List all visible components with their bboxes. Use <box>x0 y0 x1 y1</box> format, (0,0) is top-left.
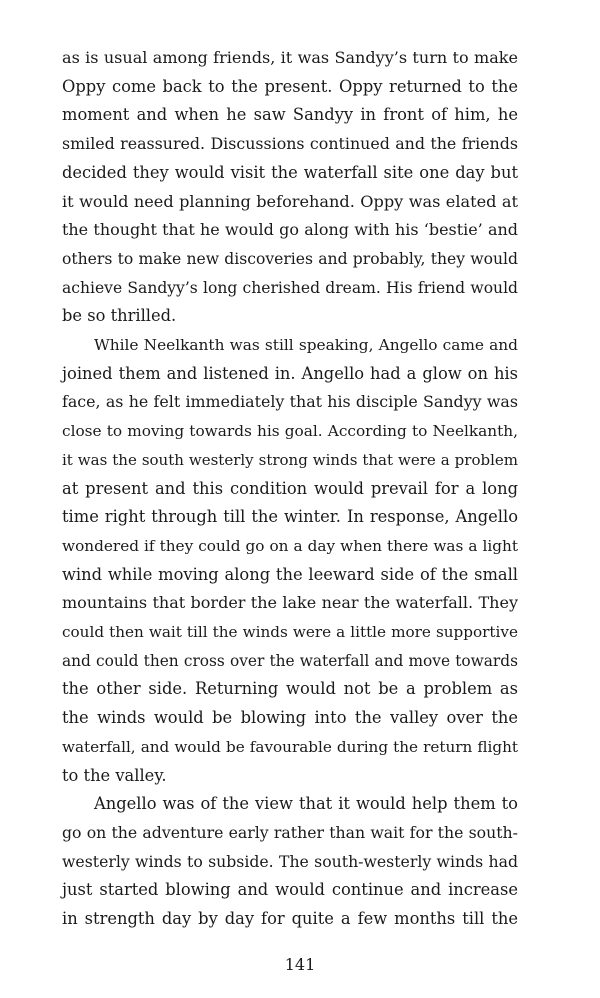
paragraph-3-line-4: just started blowing and would continue and increase <box>62 880 518 900</box>
paragraph-1-line-1: as is usual among friends, it was Sandyy’s turn to make <box>62 48 518 67</box>
paragraph-3-line-1: Angello was of the view that it would help them to <box>94 794 518 814</box>
paragraph-1-line-3: moment and when he saw Sandyy in front of him, he <box>62 105 518 125</box>
paragraph-2-line-7: time right through till the winter. In response, Angello <box>62 507 518 527</box>
paragraph-1-line-8: others to make new discoveries and probably, they would <box>62 249 518 268</box>
paragraph-2-line-5: it was the south westerly strong winds that were a problem <box>62 450 518 469</box>
paragraph-1-line-5: decided they would visit the waterfall site one day but <box>62 162 518 182</box>
paragraph-3-line-3: westerly winds to subside. The south-westerly winds had <box>62 851 518 871</box>
paragraph-2-line-8: wondered if they could go on a day when there was a light <box>62 536 518 555</box>
paragraph-2-line-13: the other side. Returning would not be a problem as <box>62 679 518 699</box>
paragraph-2-line-11: could then wait till the winds were a little more supportive <box>62 623 518 642</box>
paragraph-1 <box>62 44 518 331</box>
paragraph-1-line-9: achieve Sandyy’s long cherished dream. His friend would <box>62 278 518 297</box>
paragraph-2-line-9: wind while moving along the leeward side of the small <box>62 564 518 584</box>
paragraph-2-line-2: joined them and listened in. Angello had a glow on his <box>62 363 518 383</box>
paragraph-2-line-15: waterfall, and would be favourable during the return flight <box>62 737 518 756</box>
paragraph-2-line-10: mountains that border the lake near the waterfall. They <box>62 593 518 613</box>
paragraph-2-line-4: close to moving towards his goal. According to Neelkanth, <box>62 422 518 441</box>
paragraph-2-line-14: the winds would be blowing into the valley over the <box>62 708 518 728</box>
paragraph-1-line-6: it would need planning beforehand. Oppy was elated at <box>62 191 518 211</box>
page-number: 141 <box>284 955 316 974</box>
paragraph-2-line-16: to the valley. <box>62 765 167 785</box>
paragraph-2-line-3: face, as he felt immediately that his disciple Sandyy was <box>62 392 518 412</box>
paragraph-3 <box>62 790 518 934</box>
paragraph-3-line-2: go on the adventure early rather than wait for the south- <box>62 822 518 842</box>
page-body <box>62 44 518 934</box>
paragraph-1-line-10: be so thrilled. <box>62 306 177 326</box>
paragraph-1-line-4: smiled reassured. Discussions continued and the friends <box>62 134 518 154</box>
paragraph-2-line-12: and could then cross over the waterfall and move towards <box>62 651 518 670</box>
paragraph-2 <box>62 331 518 790</box>
paragraph-1-line-7: the thought that he would go along with his ‘bestie’ and <box>62 220 518 240</box>
paragraph-2-line-6: at present and this condition would prevail for a long <box>62 478 518 498</box>
paragraph-2-line-1: While Neelkanth was still speaking, Angello came and <box>94 336 518 355</box>
paragraph-1-line-2: Oppy come back to the present. Oppy returned to the <box>62 76 518 96</box>
paragraph-3-line-5: in strength day by day for quite a few months till the <box>62 909 518 929</box>
